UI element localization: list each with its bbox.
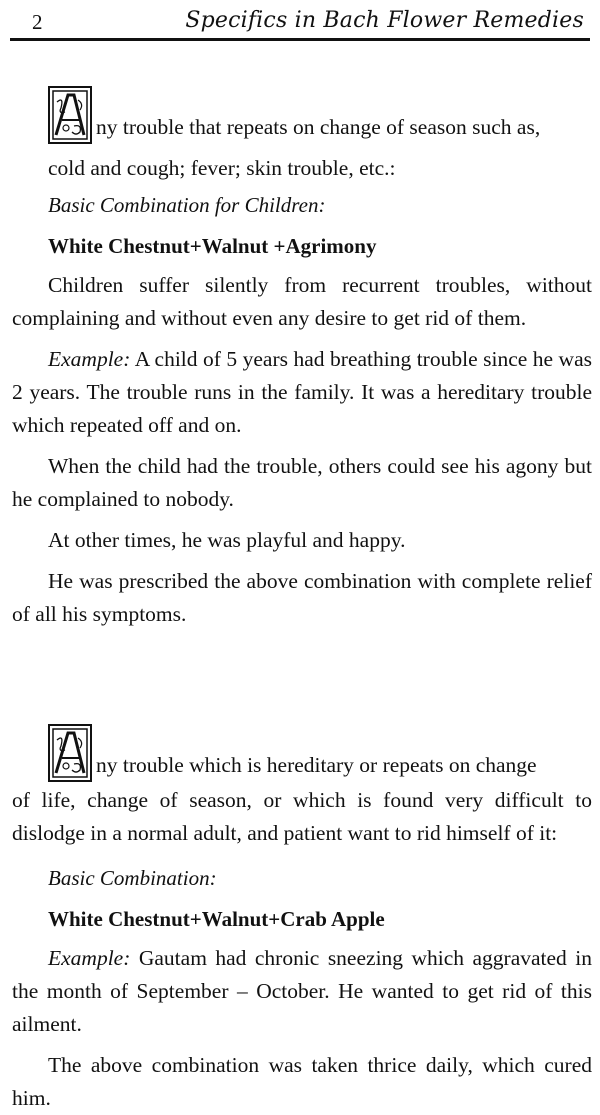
section2-combination: White Chestnut+Walnut+Crab Apple: [48, 907, 385, 931]
section1-combination: White Chestnut+Walnut +Agrimony: [48, 234, 377, 258]
section1-example-text: A child of 5 years had breathing trouble since he was 2 years. The trouble runs in the family. It was a hereditary trouble which repeated off and on.: [12, 347, 592, 437]
section1-paragraph-example: [12, 343, 592, 442]
section1-paragraph-playful: At other times, he was playful and happy.: [48, 528, 406, 552]
section1-paragraph-relief: He was prescribed the above combination with complete relief of all his symptoms.: [12, 569, 592, 626]
header-rule: [10, 38, 590, 41]
section2-example-text: Gautam had chronic sneezing which aggravated in the month of September – October. He wanted to get rid of this ailment.: [12, 946, 592, 1036]
section2-continuation: of life, change of season, or which is found very difficult to dislodge in a normal adult, and patient want to rid himself of it:: [12, 788, 592, 845]
section1-paragraph-children: Children suffer silently from recurrent troubles, without complaining and without even any desire to get rid of them.: [12, 273, 592, 330]
page-header: [10, 4, 590, 36]
section-hereditary-trouble: [12, 710, 592, 1115]
section2-paragraph-cured: The above combination was taken thrice daily, which cured him.: [12, 1053, 592, 1110]
section1-combination-label: Basic Combination for Children:: [48, 193, 326, 217]
page-number: 2: [32, 10, 43, 34]
section1-first-line: [48, 72, 592, 144]
section-seasonal-trouble: [12, 72, 592, 631]
ornate-a-icon: [52, 728, 88, 778]
section2-first-line-text: ny trouble which is hereditary or repeats on change: [96, 753, 537, 777]
ornate-dropcap-a: [48, 86, 92, 144]
section2-first-line: [48, 710, 592, 782]
section1-paragraph-agony: When the child had the trouble, others could see his agony but he complained to nobody.: [12, 454, 592, 511]
ornate-a-icon: [52, 90, 88, 140]
section2-combination-label: Basic Combination:: [48, 866, 217, 890]
section1-first-line-text: ny trouble that repeats on change of season such as,: [96, 115, 541, 139]
page-body: [12, 60, 592, 1115]
section2-example-label: Example:: [48, 946, 131, 970]
section1-example-label: Example:: [48, 347, 131, 371]
section1-continuation: cold and cough; fever; skin trouble, etc.:: [48, 156, 396, 180]
running-head: Specifics in Bach Flower Remedies: [185, 8, 584, 33]
section2-paragraph-example: [12, 942, 592, 1041]
ornate-dropcap-a: [48, 724, 92, 782]
